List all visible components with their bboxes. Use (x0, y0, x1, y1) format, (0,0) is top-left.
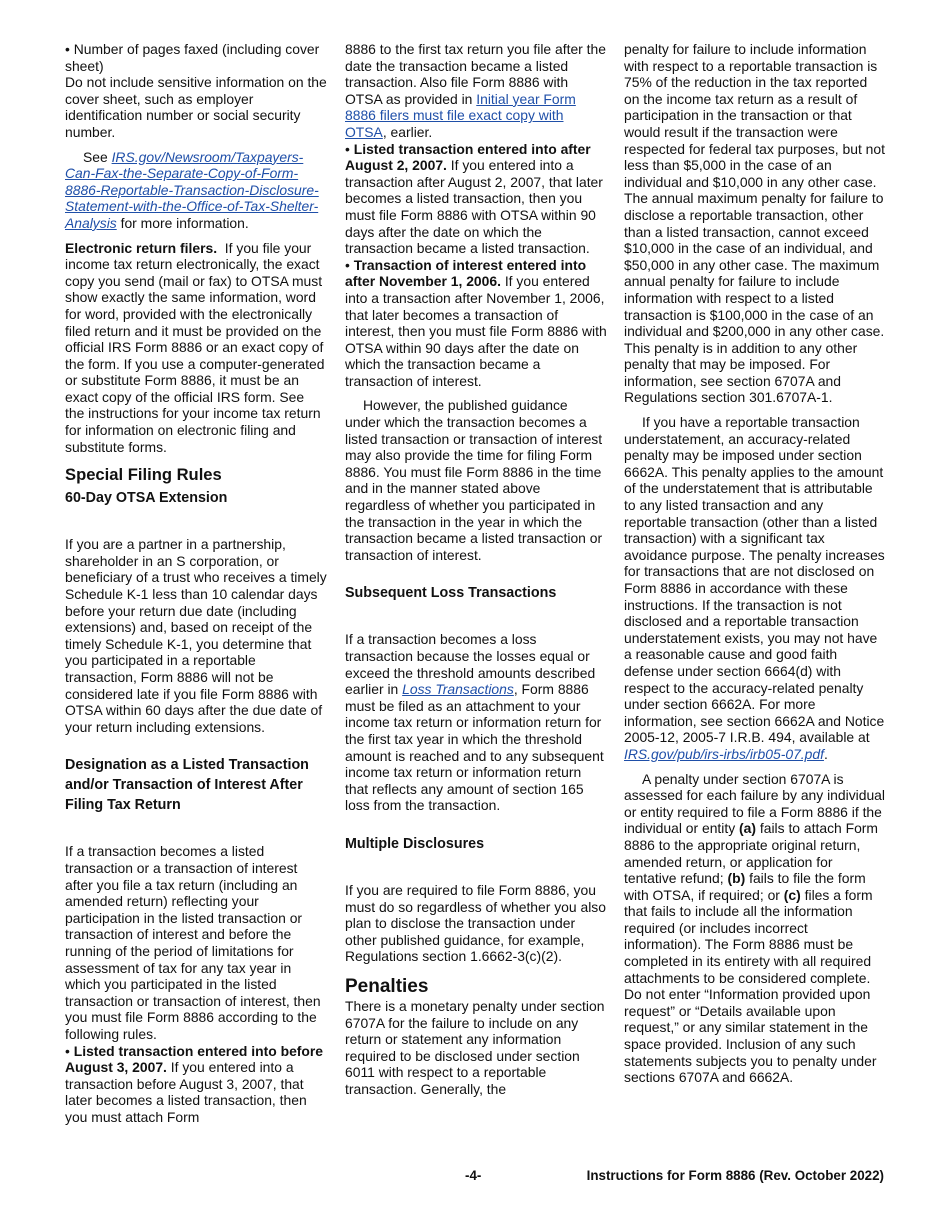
paragraph-6707a (624, 771, 886, 1086)
option-c: (c) (783, 886, 801, 903)
paragraph-see-link (65, 149, 327, 232)
paragraph-sensitive-info: Do not include sensitive information on the cover sheet, such as employer identification number or social security number. (65, 74, 327, 140)
option-b: (b) (727, 870, 746, 887)
paragraph-electronic-filers (65, 240, 327, 456)
column-right (624, 41, 886, 1086)
paragraph-however: However, the published guidance under which the transaction becomes a listed transaction or transaction of interest may also provide the time for filing Form 8886. You must file Form 8886 in the time and in the manner stated above regardless of whether you participated in the transaction in the year in which the transaction became a listed transaction or transaction of interest. (345, 397, 603, 563)
paragraph-penalty-continued: penalty for failure to include information with respect to a reportable transaction is 75% of the reduction in the tax reported on the income tax return as a result of participation in the transaction or that would result if the transaction were respected for federal tax purposes, but not less than $5,000 in the case of an individual and $10,000 in any other case. The annual maximum penalty for failure to disclose a reportable transaction, other than a listed transaction, cannot exceed $10,000 in the case of an individual, and $50,000 in any other case. The maximum annual penalty for failure to include information with respect to a listed transaction is $100,000 in the case of an individual and $200,000 in any other case. This penalty is in addition to any other penalty that may be imposed. For information, see section 6707A and Regulations section 301.6707A-1. (624, 41, 885, 406)
special-filing-rules-heading: Special Filing Rules (65, 465, 222, 485)
otsa-extension-heading: 60-Day OTSA Extension (65, 490, 228, 507)
penalties-heading: Penalties (345, 975, 429, 997)
form-title-footer: Instructions for Form 8886 (Rev. October 2022) (586, 1168, 884, 1183)
interest-text: If you entered into a transaction after November 1, 2006, that later becomes a transaction of interest, then you must file Form 8886 with OTSA within 90 days after the date on which the transaction became a transaction of interest. (345, 273, 607, 389)
subsequent-loss-heading: Subsequent Loss Transactions (345, 585, 557, 602)
see-prefix: See (83, 148, 112, 165)
paragraph-multiple-disclosures: If you are required to file Form 8886, you must do so regardless of whether you also plan to disclose the transaction under other published guidance, for example, Regulations section 1.6662-3(c)(2). (345, 881, 606, 965)
initial-year-filers-link[interactable]: Initial year Form 8886 filers must file exact copy with OTSA (345, 90, 576, 140)
multiple-disclosures-heading: Multiple Disclosures (345, 835, 485, 852)
paragraph-continued (345, 41, 607, 141)
listed-after-text: If you entered into a transaction after August 2, 2007, that later becomes a listed transaction, then you must file Form 8886 with OTSA within 90 days after the date on which the transaction became a listed transaction. (345, 157, 603, 257)
listed-before-text: If you entered into a transaction before August 3, 2007, that later becomes a listed transaction, then you must attach Form (65, 1059, 307, 1125)
fax-instructions-link[interactable]: IRS.gov/Newsroom/Taxpayers-Can-Fax-the-Separate-Copy-of-Form-8886-Reportable-Transaction-Disclosure-Statement-with-the-Office-of-Tax-Shelter-Analysis (65, 148, 319, 231)
column-left (65, 41, 327, 1125)
see-suffix: for more information. (116, 214, 249, 231)
p6707-b: fails to attach Form 8886 to the appropriate original return, amended return, or application for tentative refund; (624, 820, 879, 887)
bullet-listed-before-2007 (65, 1043, 327, 1126)
electronic-filers-text: If you file your income tax return electronically, the exact copy you send (mail or fax) to OTSA must show exactly the same information, word for word, provided with the electronically filed return and it must be provided on the official IRS Form 8886 or an exact copy of the form. If you use a computer-generated or substitute Form 8886, it must be an exact copy of the official IRS form. See the instructions for your income tax return for information on electronic filing and substitute forms. (65, 239, 325, 455)
designation-heading: Designation as a Listed Transaction and/or Transaction of Interest After Filing Tax Return (65, 757, 309, 814)
p6707-c: fails to file the form with OTSA, if required; or (624, 870, 866, 903)
page-number: -4- (465, 1168, 482, 1183)
understatement-text: If you have a reportable transaction understatement, an accuracy-related penalty may be imposed under section 6662A. This penalty applies to the amount of the understatement that is attributable to any listed transaction and any reportable transaction (other than a listed transaction) with a significant tax avoidance purpose. The penalty increases for transactions that are not disclosed on Form 8886 in accordance with these instructions. If the transaction is not disclosed and a reportable transaction understatement exists, you may not have a reasonable cause and good faith defense under section 6664(d) with respect to the accuracy-related penalty under section 6662A. For more information, see section 6662A and Notice 2005-12, 2005-7 I.R.B. 494, available at (624, 414, 885, 746)
understatement-end: . (823, 745, 828, 762)
p6707-a: A penalty under section 6707A is assessed for each failure by any individual or entity required to file a Form 8886 if the individual or entity (624, 770, 885, 837)
subloss-text-b: , Form 8886 must be filed as an attachment to your income tax return or information return for the first tax year in which the threshold amount is reached and to any subsequent income tax return or information return that reflects any amount of section 165 loss from the transaction. (345, 681, 604, 814)
paragraph-otsa-extension: If you are a partner in a partnership, shareholder in an S corporation, or beneficiary of a trust who receives a timely Schedule K-1 less than 10 calendar days before your return due date (including extensions) and, based on receipt of the timely Schedule K-1, you determine that you participated in a reportable transaction, Form 8886 will not be considered late if you file Form 8886 with OTSA within 60 days after the due date of your return including extensions. (65, 536, 327, 735)
listed-before-heading: Listed transaction entered into before August 3, 2007. (65, 1042, 324, 1076)
irb-link[interactable]: IRS.gov/pub/irs-irbs/irb05-07.pdf (624, 745, 824, 762)
paragraph-subsequent-loss (345, 631, 607, 814)
electronic-filers-heading: Electronic return filers. (65, 239, 218, 256)
interest-heading: Transaction of interest entered into after November 1, 2006. (345, 256, 587, 290)
loss-transactions-link[interactable]: Loss Transactions (402, 681, 514, 698)
paragraph-understatement (624, 414, 886, 762)
paragraph-designation: If a transaction becomes a listed transaction or a transaction of interest after you file a tax return (including an amended return) reflecting your participation in the listed transaction or transaction of interest and before the running of the period of limitations for assessment of tax for any tax year in which you participated in the listed transaction or transaction of interest, then you must file Form 8886 according to the following rules. (65, 843, 321, 1042)
p6707-d: files a form that fails to include all the information required (or includes incorrect information). The Form 8886 must be completed in its entirety with all required attachments to be considered complete. Do not enter “Information provided upon request” or “Details available upon request,” or any similar statement in the space provided. Inclusion of any such statements subjects you to penalty under sections 6707A and 6662A. (624, 886, 877, 1086)
column-middle (345, 41, 607, 1097)
paragraph-penalties: There is a monetary penalty under section 6707A for the failure to include on any return or statement any information required to be disclosed under section 6011 with respect to a reportable transaction. Generally, the (345, 997, 605, 1097)
bullet-transaction-of-interest (345, 257, 607, 390)
continued-suffix: , earlier. (382, 123, 433, 140)
subloss-text-a: If a transaction becomes a loss transaction because the losses equal or exceed the threshold amounts described earlier in (345, 631, 596, 698)
listed-after-heading: Listed transaction entered into after August 2, 2007. (345, 140, 591, 174)
option-a: (a) (739, 820, 757, 837)
bullet-listed-after-2007 (345, 141, 607, 257)
bullet-pages-faxed: • Number of pages faxed (including cover sheet) (65, 41, 327, 74)
continued-text: 8886 to the first tax return you file after the date the transaction became a listed transaction. Also file Form 8886 with OTSA as provided in (345, 41, 606, 107)
